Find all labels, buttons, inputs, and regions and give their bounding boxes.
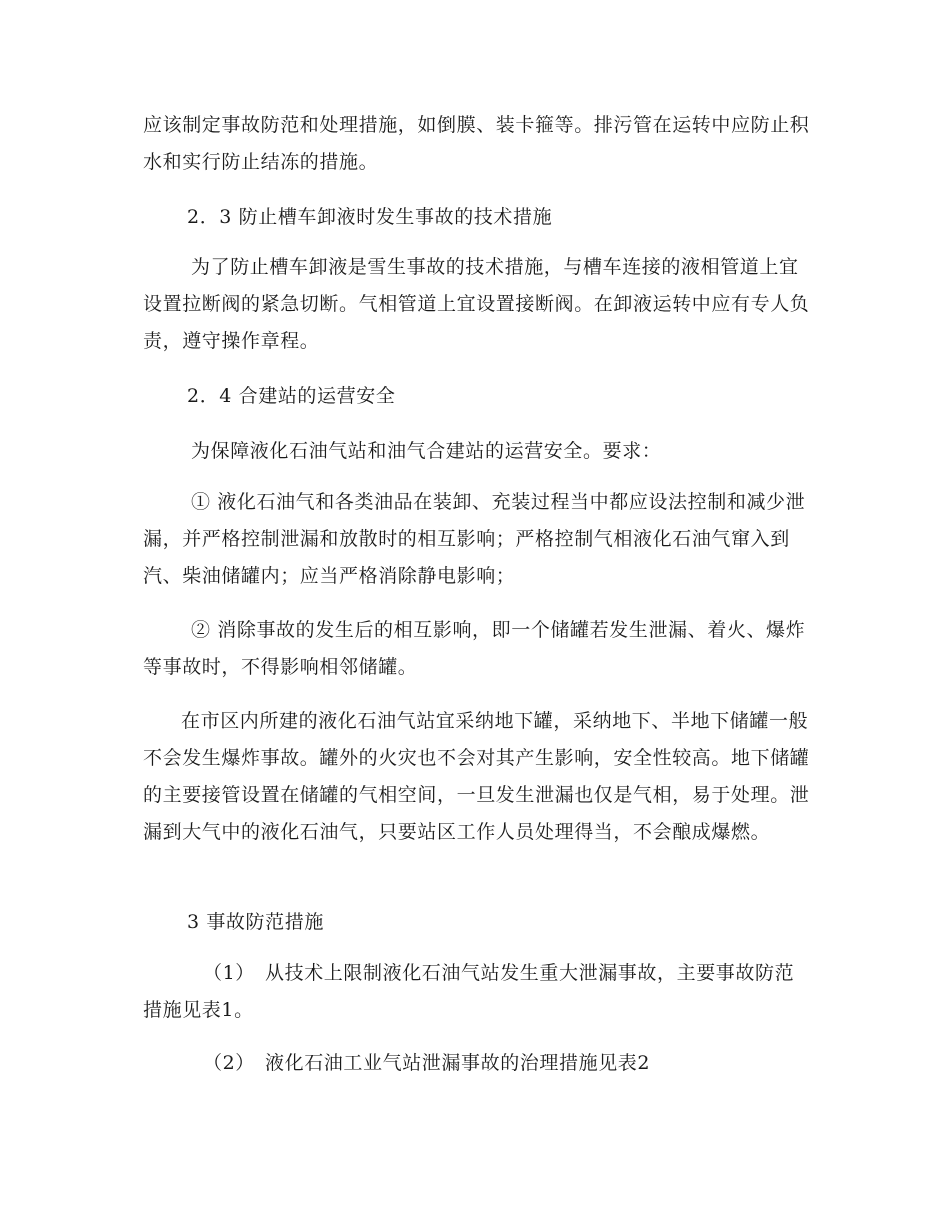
section-heading-3: 3 事故防范措施 <box>187 911 324 933</box>
list-item-2: ② 消除事故的发生后的相互影响，即一个储罐若发生泄漏、着火、爆炸等事故时，不得影响相邻储罐。 <box>143 619 806 678</box>
paragraph-accident-prevention: 应该制定事故防范和处理措施，如倒膜、装卡箍等。排污管在运转中应防止积水和实行防止结冻的措施。 <box>143 114 810 173</box>
section-heading-2-3: 2．3 防止槽车卸液时发生事故的技术措施 <box>187 206 553 228</box>
list-item-1: ① 液化石油气和各类油品在装卸、充装过程当中都应设法控制和减少泄漏，并严格控制泄漏和放散时的相互影响；严格控制气相液化石油气窜入到汽、柴油储罐内；应当严格消除静电影响； <box>143 491 806 587</box>
paragraph-measure-1: （1） 从技术上限制液化石油气站发生重大泄漏事故，主要事故防范措施见表1。 <box>143 962 795 1021</box>
paragraph-operation-safety-intro: 为保障液化石油气站和油气合建站的运营安全。要求： <box>191 440 662 462</box>
paragraph-underground-tanks: 在市区内所建的液化石油气站宜采纳地下罐，采纳地下、半地下储罐一般不会发生爆炸事故。罐外的火灾也不会对其产生影响，安全性较高。地下储罐的主要接管设置在储罐的气相空间，一旦发生泄漏也仅是气相，易于处理。泄漏到大气中的液化石油气，只要站区工作人员处理得当，不会酿成爆燃。 <box>143 710 810 843</box>
section-heading-2-4: 2．4 合建站的运营安全 <box>187 385 396 407</box>
paragraph-measure-2: （2） 液化石油工业气站泄漏事故的治理措施见表2 <box>203 1052 651 1074</box>
paragraph-tanker-unloading: 为了防止槽车卸液是雪生事故的技术措施，与槽车连接的液相管道上宜设置拉断阀的紧急切断。气相管道上宜设置接断阀。在卸液运转中应有专人负责，遵守操作章程。 <box>143 256 810 352</box>
